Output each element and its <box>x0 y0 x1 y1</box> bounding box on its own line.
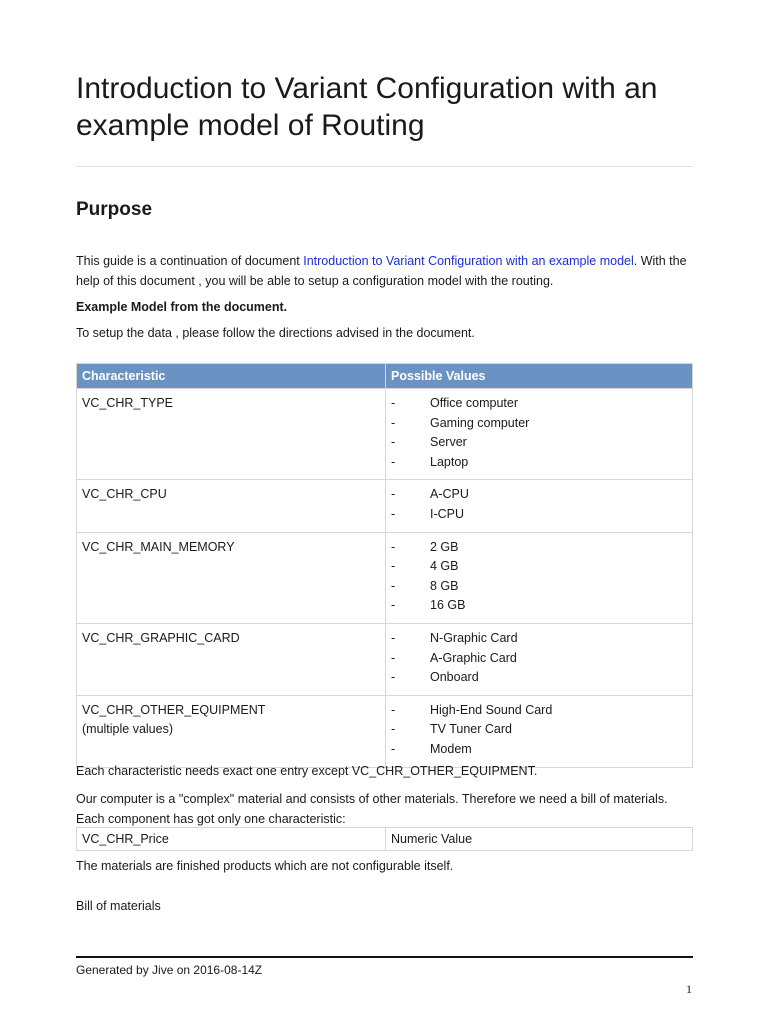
list-item <box>391 740 687 760</box>
possible-value: Server <box>430 435 467 450</box>
possible-value: I-CPU <box>430 506 465 521</box>
characteristic-cell <box>77 623 386 695</box>
table-row <box>77 389 693 480</box>
characteristic-cell <box>77 695 386 767</box>
table-row <box>77 532 693 623</box>
document-title: Introduction to Variant Configuration with an example model of Routing <box>76 72 658 142</box>
characteristics-table <box>76 363 693 768</box>
characteristic-name: VC_CHR_MAIN_MEMORY <box>82 539 235 554</box>
possible-value: High-End Sound Card <box>430 702 553 717</box>
list-item <box>391 629 687 649</box>
possible-value: Laptop <box>430 454 469 469</box>
bullet-dash: - <box>391 578 396 593</box>
list-item <box>391 538 687 558</box>
bullet-dash: - <box>391 506 396 521</box>
page-number: 1 <box>686 982 692 996</box>
bullet-dash: - <box>391 454 396 469</box>
possible-values-cell <box>386 532 693 623</box>
possible-value: 4 GB <box>430 559 459 574</box>
list-item <box>391 505 687 525</box>
list-item <box>391 701 687 721</box>
exact-entry-note: Each characteristic needs exact one entry except VC_CHR_OTHER_EQUIPMENT. <box>76 764 538 778</box>
possible-value: 2 GB <box>430 539 459 554</box>
bullet-dash: - <box>391 396 396 410</box>
possible-value: 16 GB <box>430 598 466 613</box>
bullet-dash: - <box>391 722 396 737</box>
finished-products-note: The materials are finished products which are not configurable itself. <box>76 859 454 873</box>
characteristic-note: (multiple values) <box>82 722 174 737</box>
bullet-dash: - <box>391 415 396 430</box>
table-row <box>77 828 693 851</box>
characteristic-name: VC_CHR_CPU <box>82 487 167 502</box>
possible-value: Onboard <box>430 670 479 685</box>
possible-value: A-Graphic Card <box>430 650 517 665</box>
possible-value: Gaming computer <box>430 415 530 430</box>
document-link[interactable]: Introduction to Variant Configuration with an example model <box>303 254 634 268</box>
bullet-dash: - <box>391 435 396 450</box>
possible-value: Modem <box>430 741 472 756</box>
price-characteristic-table <box>76 827 693 851</box>
bullet-dash: - <box>391 539 396 554</box>
intro-text-before-link: This guide is a continuation of document <box>76 254 304 268</box>
characteristic-cell <box>77 532 386 623</box>
list-item <box>391 414 687 434</box>
list-item <box>391 596 687 616</box>
setup-instructions: To setup the data , please follow the directions advised in the document. <box>76 326 475 340</box>
characteristics-table-body <box>77 389 693 768</box>
list-item <box>391 577 687 597</box>
bullet-dash: - <box>391 598 396 613</box>
column-header-possible-values: Possible Values <box>386 364 693 389</box>
characteristic-cell <box>77 480 386 532</box>
possible-values-cell <box>386 695 693 767</box>
list-item <box>391 433 687 453</box>
characteristic-cell <box>77 389 386 480</box>
intro-text-after-link: . With the help of this document , you will be able to setup a configuration model with the routing. <box>76 254 687 288</box>
title-divider <box>76 166 693 167</box>
list-item <box>391 453 687 473</box>
column-header-characteristic: Characteristic <box>77 364 386 389</box>
list-item <box>391 668 687 688</box>
possible-value: TV Tuner Card <box>430 722 512 737</box>
table-row <box>77 695 693 767</box>
table-row <box>77 623 693 695</box>
characteristic-name: VC_CHR_GRAPHIC_CARD <box>82 630 240 645</box>
list-item <box>391 485 687 505</box>
bullet-dash: - <box>391 559 396 574</box>
bullet-dash: - <box>391 650 396 665</box>
table-row <box>77 480 693 532</box>
characteristic-name: VC_CHR_OTHER_EQUIPMENT <box>82 702 266 717</box>
price-characteristic-value: Numeric Value <box>386 828 693 851</box>
example-model-label: Example Model from the document. <box>76 300 288 314</box>
intro-paragraph <box>76 251 693 291</box>
bullet-dash: - <box>391 487 396 502</box>
section-heading-purpose: Purpose <box>76 199 153 220</box>
bullet-dash: - <box>391 670 396 685</box>
list-item <box>391 720 687 740</box>
list-item <box>391 557 687 577</box>
table-header-row <box>77 364 693 389</box>
complex-material-paragraph: Our computer is a "complex" material and consists of other materials. Therefore we need a bill of materials. Each component has got only one characteristic: <box>76 792 668 826</box>
bullet-dash: - <box>391 702 396 717</box>
possible-value: N-Graphic Card <box>430 630 518 645</box>
bill-of-materials-label: Bill of materials <box>76 899 161 913</box>
possible-values-cell <box>386 623 693 695</box>
list-item <box>391 649 687 669</box>
price-characteristic-name: VC_CHR_Price <box>77 828 386 851</box>
possible-values-cell <box>386 480 693 532</box>
characteristic-name: VC_CHR_TYPE <box>82 396 173 410</box>
footer-generated-text: Generated by Jive on 2016-08-14Z <box>76 963 263 977</box>
footer-divider <box>76 956 693 958</box>
possible-values-cell <box>386 389 693 480</box>
bullet-dash: - <box>391 630 396 645</box>
possible-value: A-CPU <box>430 487 469 502</box>
bullet-dash: - <box>391 741 396 756</box>
possible-value: Office computer <box>430 396 519 410</box>
possible-value: 8 GB <box>430 578 459 593</box>
list-item <box>391 394 687 414</box>
